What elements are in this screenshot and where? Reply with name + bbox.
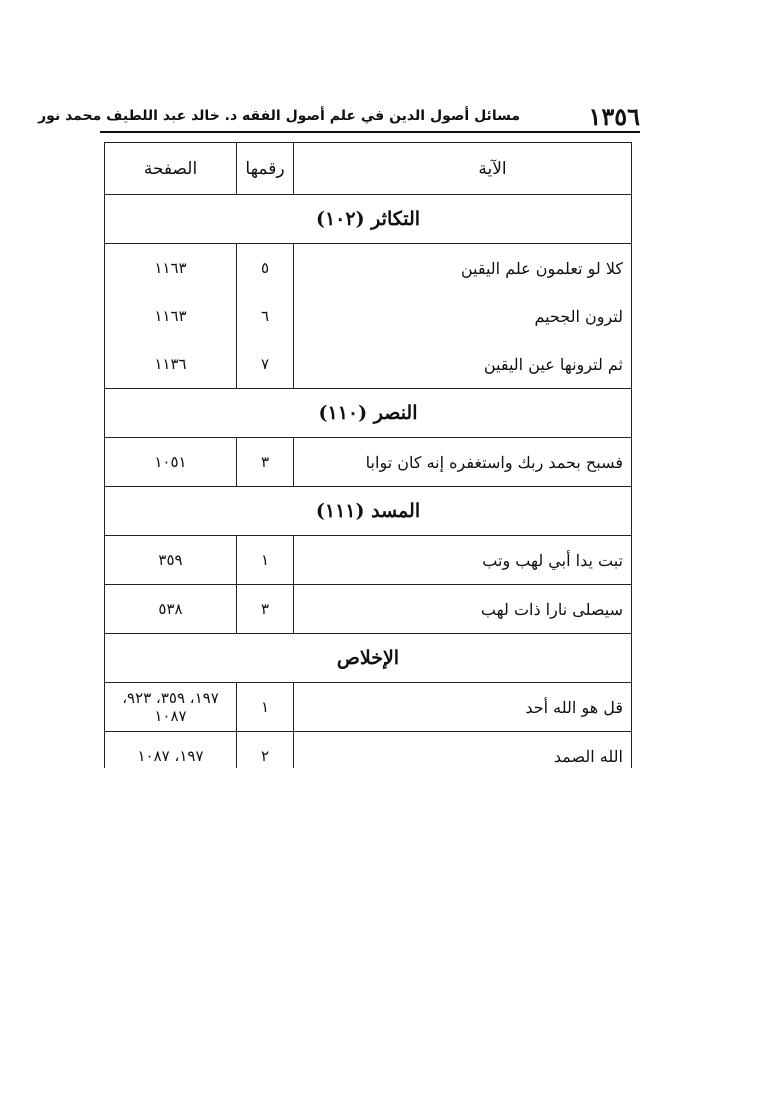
verse-index-table [104,142,632,768]
page-header [38,102,640,131]
ayah-number: ٢ [237,732,294,769]
surah-heading: التكاثر (١٠٢) [105,195,632,244]
page-reference: ١٠٥١ [105,438,237,487]
ayah-text: كلا لو تعلمون علم اليقين [294,244,632,293]
page-reference: ١٩٧، ٣٥٩، ٩٢٣، ١٠٨٧ [105,683,237,732]
table-row [105,244,632,293]
table-row [105,536,632,585]
column-header-ayah: الآية [294,143,632,195]
page-reference: ٣٥٩ [105,536,237,585]
page-reference: ١١٦٣ [105,244,237,293]
header-rule [100,131,640,133]
ayah-number: ٧ [237,340,294,389]
table-row [105,683,632,732]
ayah-text: تبت يدا أبي لهب وتب [294,536,632,585]
page-number: ١٣٥٦ [588,102,640,131]
page-reference: ١٩٧، ١٠٨٧ [105,732,237,769]
ayah-number: ٦ [237,292,294,340]
ayah-text: ثم لترونها عين اليقين [294,340,632,389]
ayah-text: الله الصمد [294,732,632,769]
table-row [105,292,632,340]
page-reference: ١١٦٣ [105,292,237,340]
surah-heading-row [105,195,632,244]
table-row [105,438,632,487]
ayah-text: لترون الجحيم [294,292,632,340]
surah-heading: الإخلاص [105,634,632,683]
verse-index-table-container [102,142,632,768]
surah-heading-row [105,389,632,438]
ayah-text: فسبح بحمد ربك واستغفره إنه كان توابا [294,438,632,487]
table-row [105,585,632,634]
ayah-number: ٥ [237,244,294,293]
page-reference: ١١٣٦ [105,340,237,389]
table-row [105,340,632,389]
running-title: مسائل أصول الدين في علم أصول الفقه د. خالد عبد اللطيف محمد نور [38,108,520,124]
column-header-page: الصفحة [105,143,237,195]
ayah-number: ١ [237,536,294,585]
ayah-text: قل هو الله أحد [294,683,632,732]
table-row [105,732,632,769]
ayah-number: ٣ [237,585,294,634]
column-header-number: رقمها [237,143,294,195]
ayah-number: ١ [237,683,294,732]
surah-heading: المسد (١١١) [105,487,632,536]
surah-heading-row [105,634,632,683]
table-header-row [105,143,632,195]
surah-heading: النصر (١١٠) [105,389,632,438]
surah-heading-row [105,487,632,536]
ayah-text: سيصلى نارا ذات لهب [294,585,632,634]
ayah-number: ٣ [237,438,294,487]
page-reference: ٥٣٨ [105,585,237,634]
